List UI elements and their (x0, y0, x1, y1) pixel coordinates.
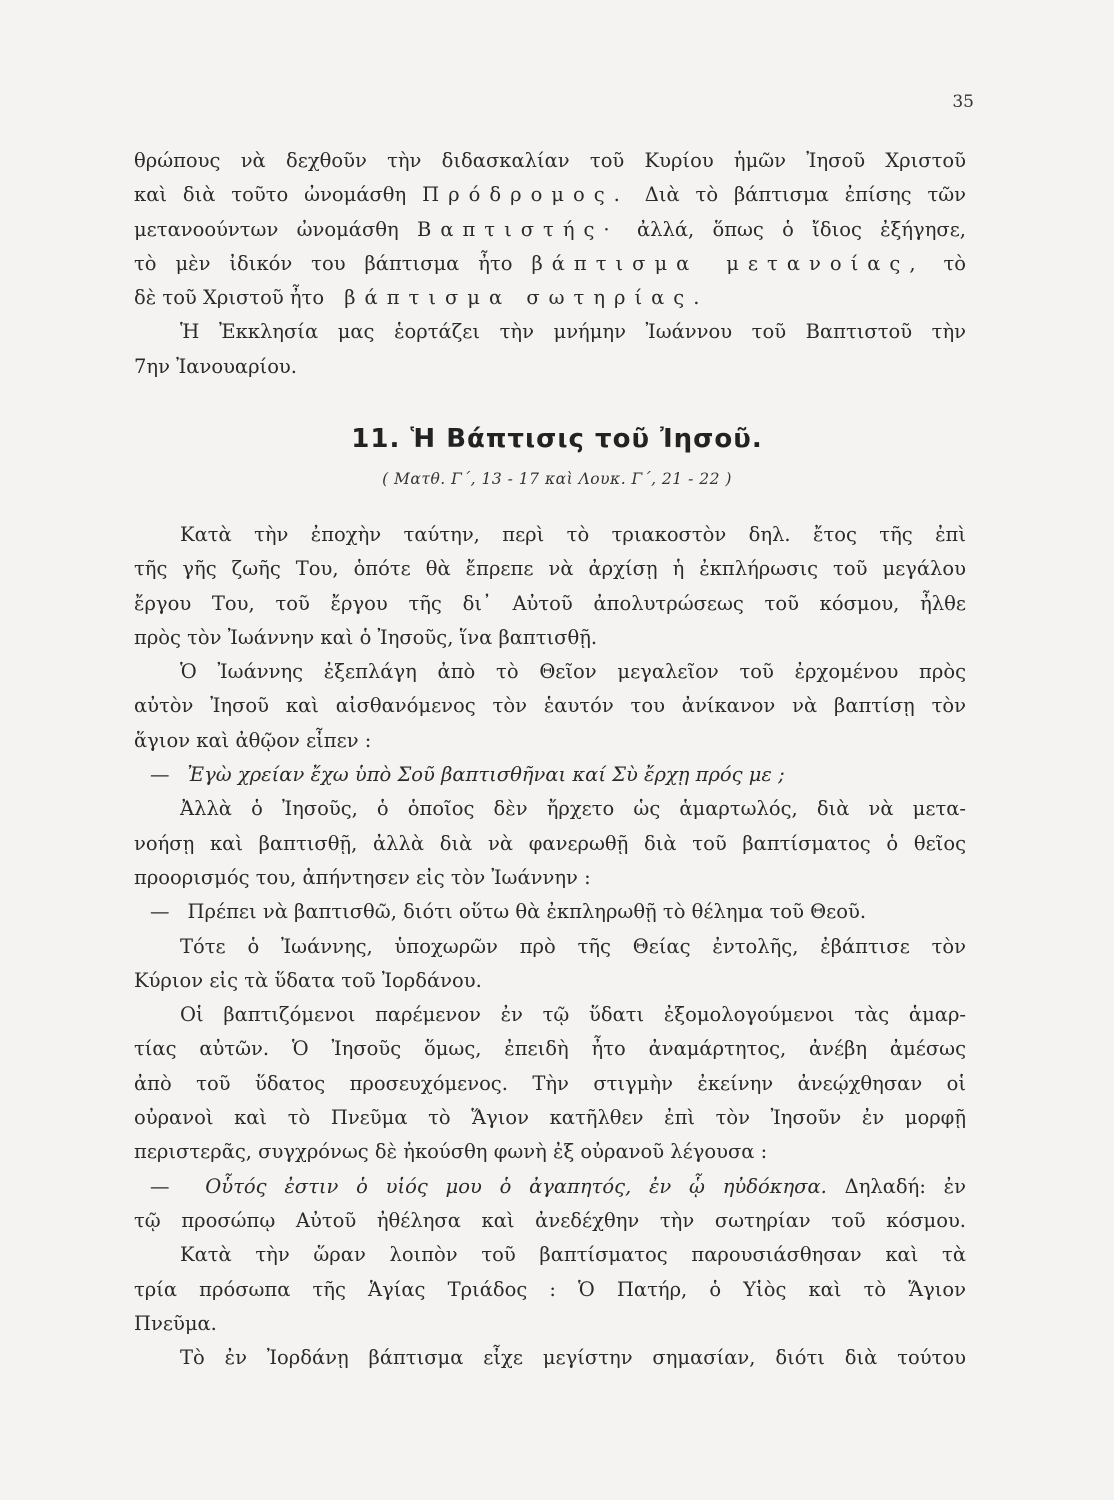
text-line: Ἀλλὰ ὁ Ἰησοῦς, ὁ ὁποῖος δὲν ἤρχετο ὡς ἁμαρτωλός, διὰ νὰ μετα- (180, 797, 966, 821)
quote-line (134, 895, 966, 929)
scripture-reference: ( Ματθ. Γ΄, 13 - 17 καὶ Λουκ. Γ΄, 21 - 22 ) (382, 470, 732, 488)
body-text (134, 518, 966, 1375)
text-line: προορισμός του, ἀπήντησεν εἰς τὸν Ἰωάννην : (134, 865, 591, 889)
text-line (134, 213, 966, 247)
text-line: 7ην Ἰανουαρίου. (134, 354, 297, 378)
text-line: τῷ προσώπῳ Αὐτοῦ ἠθέλησα καὶ ἀνεδέχθην τὴν σωτηρίαν τοῦ κόσμου. (134, 1208, 966, 1232)
intro-paragraph (134, 144, 966, 384)
text-line: Κύριον εἰς τὰ ὕδατα τοῦ Ἰορδάνου. (134, 968, 482, 992)
text-line (134, 247, 966, 281)
text-line: τίας αὐτῶν. Ὁ Ἰησοῦς ὅμως, ἐπειδὴ ἦτο ἀναμάρτητος, ἀνέβη ἀμέσως (134, 1037, 966, 1061)
emphasized-term: Βαπτιστής· (416, 217, 619, 241)
text-fragment: τὸ (943, 251, 967, 275)
text-line: περιστερᾶς, συγχρόνως δὲ ἠκούσθη φωνὴ ἐξ οὐρανοῦ λέγουσα : (134, 1140, 768, 1164)
text-line: τῆς γῆς ζωῆς Του, ὁπότε θὰ ἔπρεπε νὰ ἀρχίσῃ ἡ ἐκπλήρωσις τοῦ μεγάλου (134, 557, 966, 581)
em-dash: — (150, 1174, 170, 1198)
text-line: οὐρανοὶ καὶ τὸ Πνεῦμα τὸ Ἅγιον κατῆλθεν ἐπὶ τὸν Ἰησοῦν ἐν μορφῇ (134, 1106, 966, 1130)
text-line: Πνεῦμα. (134, 1311, 217, 1335)
emphasized-term: βάπτισμα σωτηρίας. (344, 286, 709, 310)
text-line: αὐτὸν Ἰησοῦ καὶ αἰσθανόμενος τὸν ἑαυτόν του ἀνίκανον νὰ βαπτίσῃ τὸν (134, 694, 966, 718)
page-number: 35 (952, 92, 974, 112)
text-fragment: μετανοούντων ὠνομάσθη (134, 217, 399, 241)
emphasized-term: Πρόδρομος. (422, 183, 629, 207)
text-line: Κατὰ τὴν ὥραν λοιπὸν τοῦ βαπτίσματος παρουσιάσθησαν καὶ τὰ (180, 1243, 966, 1267)
emphasized-term: βάπτισμα μετανοίας, (531, 251, 925, 275)
text-fragment: δὲ τοῦ Χριστοῦ ἦτο (134, 286, 325, 310)
text-fragment: καὶ διὰ τοῦτο ὠνομάσθη (134, 183, 407, 207)
text-fragment: Διὰ τὸ βάπτισμα ἐπίσης τῶν (644, 183, 967, 207)
quote-line (134, 758, 966, 792)
em-dash: — (150, 763, 170, 787)
quotation: Πρέπει νὰ βαπτισθῶ, διότι οὕτω θὰ ἐκπληρωθῇ τὸ θέλημα τοῦ Θεοῦ. (187, 900, 867, 924)
text-line: Τότε ὁ Ἰωάννης, ὑποχωρῶν πρὸ τῆς Θείας ἐντολῆς, ἐβάπτισε τὸν (180, 934, 966, 958)
text-line: νοήσῃ καὶ βαπτισθῇ, ἀλλὰ διὰ νὰ φανερωθῇ διὰ τοῦ βαπτίσματος ὁ θεῖος (134, 831, 966, 855)
section-title: 11. Ἡ Βάπτισις τοῦ Ἰησοῦ. (351, 424, 763, 454)
text-line: ἀπὸ τοῦ ὕδατος προσευχόμενος. Τὴν στιγμὴν ἐκείνην ἀνεῴχθησαν οἱ (134, 1071, 966, 1095)
text-line: Οἱ βαπτιζόμενοι παρέμενον ἐν τῷ ὕδατι ἐξομολογούμενοι τὰς ἁμαρ- (180, 1003, 966, 1027)
quotation: Ἐγὼ χρείαν ἔχω ὑπὸ Σοῦ βαπτισθῆναι καί Σὺ ἔρχῃ πρός με ; (187, 763, 785, 787)
text-fragment: τὸ μὲν ἰδικόν του βάπτισμα ἦτο (134, 251, 513, 275)
text-line: ἔργου Του, τοῦ ἔργου τῆς δι᾽ Αὐτοῦ ἀπολυτρώσεως τοῦ κόσμου, ἦλθε (134, 591, 966, 615)
text-line (134, 281, 966, 315)
text-line: Ἡ Ἐκκλησία μας ἑορτάζει τὴν μνήμην Ἰωάννου τοῦ Βαπτιστοῦ τὴν (180, 320, 966, 344)
quotation: Οὗτός ἐστιν ὁ υἱός μου ὁ ἀγαπητός, ἐν ᾧ ηὐδόκησα. (205, 1174, 827, 1198)
text-line: πρὸς τὸν Ἰωάννην καὶ ὁ Ἰησοῦς, ἵνα βαπτισθῇ. (134, 625, 598, 649)
text-line: Κατὰ τὴν ἐποχὴν ταύτην, περὶ τὸ τριακοστὸν δηλ. ἔτος τῆς ἐπὶ (180, 523, 966, 546)
text-line: Ὁ Ἰωάννης ἐξεπλάγη ἀπὸ τὸ Θεῖον μεγαλεῖον τοῦ ἐρχομένου πρὸς (180, 660, 966, 684)
text-fragment: ἀλλά, ὅπως ὁ ἴδιος ἐξήγησε, (636, 217, 966, 241)
text-line: Τὸ ἐν Ἰορδάνῃ βάπτισμα εἶχε μεγίστην σημασίαν, διότι διὰ τούτου (180, 1346, 966, 1370)
quote-line (134, 1170, 966, 1204)
text-line: ἅγιον καὶ ἀθῷον εἶπεν : (134, 728, 372, 752)
text-line: θρώπους νὰ δεχθοῦν τὴν διδασκαλίαν τοῦ Κυρίου ἡμῶν Ἰησοῦ Χριστοῦ (134, 149, 966, 172)
text-line: τρία πρόσωπα τῆς Ἁγίας Τριάδος : Ὁ Πατήρ, ὁ Υἱὸς καὶ τὸ Ἅγιον (134, 1277, 966, 1301)
text-line (134, 178, 966, 212)
em-dash: — (150, 900, 170, 924)
text-fragment: Δηλαδή: ἐν (844, 1174, 967, 1198)
